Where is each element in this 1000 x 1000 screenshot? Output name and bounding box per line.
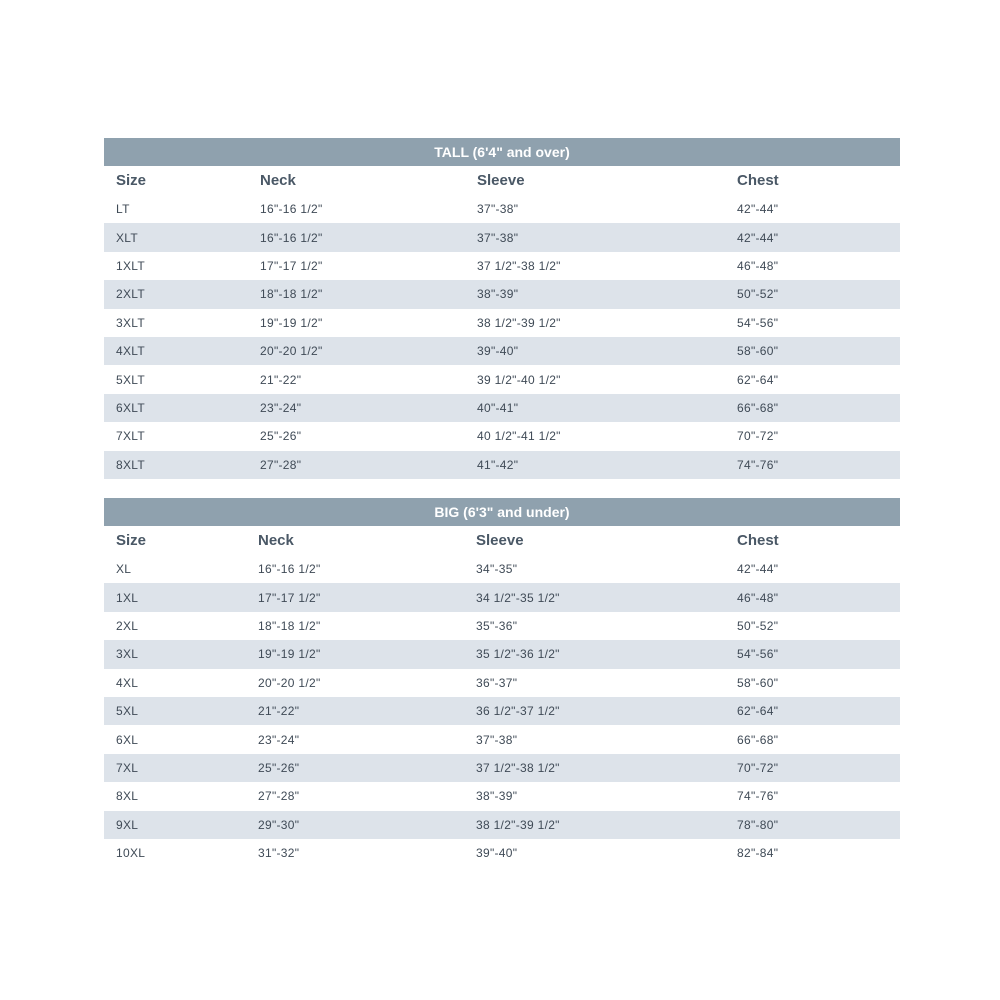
cell-neck: 27"-28" [258, 789, 300, 804]
table-row [104, 612, 900, 640]
cell-size: 3XLT [116, 315, 145, 330]
header-size: Size [116, 532, 147, 549]
header-chest: Chest [737, 172, 779, 189]
cell-neck: 31"-32" [258, 846, 300, 861]
cell-neck: 20"-20 1/2" [260, 344, 323, 359]
cell-chest: 66"-68" [737, 400, 779, 415]
cell-neck: 16"-16 1/2" [260, 230, 323, 245]
big-header-row [104, 526, 900, 555]
cell-size: 5XLT [116, 372, 145, 387]
cell-neck: 20"-20 1/2" [258, 675, 321, 690]
cell-sleeve: 36"-37" [476, 675, 518, 690]
cell-sleeve: 37"-38" [477, 202, 519, 217]
cell-sleeve: 34 1/2"-35 1/2" [476, 590, 560, 605]
cell-sleeve: 40 1/2"-41 1/2" [477, 429, 561, 444]
cell-neck: 27"-28" [260, 457, 302, 472]
cell-chest: 74"-76" [737, 789, 779, 804]
cell-size: 2XLT [116, 287, 145, 302]
table-row [104, 309, 900, 337]
cell-chest: 42"-44" [737, 202, 779, 217]
cell-chest: 58"-60" [737, 344, 779, 359]
cell-chest: 46"-48" [737, 258, 779, 273]
cell-size: 7XLT [116, 429, 145, 444]
table-row [104, 811, 900, 839]
cell-chest: 82"-84" [737, 846, 779, 861]
table-row [104, 422, 900, 450]
cell-chest: 66"-68" [737, 732, 779, 747]
cell-neck: 18"-18 1/2" [258, 618, 321, 633]
cell-neck: 17"-17 1/2" [258, 590, 321, 605]
cell-sleeve: 37 1/2"-38 1/2" [476, 760, 560, 775]
cell-sleeve: 38"-39" [476, 789, 518, 804]
table-row [104, 280, 900, 308]
cell-chest: 62"-64" [737, 704, 779, 719]
cell-size: 1XL [116, 590, 139, 605]
cell-size: 5XL [116, 704, 139, 719]
cell-chest: 54"-56" [737, 647, 779, 662]
cell-chest: 70"-72" [737, 760, 779, 775]
cell-size: 6XLT [116, 400, 145, 415]
table-row [104, 782, 900, 810]
cell-neck: 23"-24" [258, 732, 300, 747]
table-row [104, 555, 900, 583]
table-row [104, 839, 900, 867]
cell-neck: 25"-26" [260, 429, 302, 444]
cell-neck: 21"-22" [258, 704, 300, 719]
cell-neck: 21"-22" [260, 372, 302, 387]
cell-size: 2XL [116, 618, 139, 633]
table-row [104, 451, 900, 479]
cell-neck: 25"-26" [258, 760, 300, 775]
cell-sleeve: 37 1/2"-38 1/2" [477, 258, 561, 273]
cell-size: XL [116, 562, 132, 577]
table-row [104, 195, 900, 223]
cell-neck: 18"-18 1/2" [260, 287, 323, 302]
cell-neck: 19"-19 1/2" [260, 315, 323, 330]
cell-size: 7XL [116, 760, 139, 775]
tall-size-table [104, 138, 900, 479]
cell-sleeve: 37"-38" [476, 732, 518, 747]
cell-size: 9XL [116, 817, 139, 832]
big-size-table [104, 498, 900, 867]
cell-sleeve: 36 1/2"-37 1/2" [476, 704, 560, 719]
cell-sleeve: 35"-36" [476, 618, 518, 633]
cell-neck: 17"-17 1/2" [260, 258, 323, 273]
cell-size: 10XL [116, 846, 146, 861]
table-row [104, 394, 900, 422]
table-row [104, 640, 900, 668]
table-row [104, 337, 900, 365]
tall-header-row [104, 166, 900, 195]
table-row [104, 583, 900, 611]
cell-sleeve: 35 1/2"-36 1/2" [476, 647, 560, 662]
cell-size: LT [116, 202, 130, 217]
cell-sleeve: 38 1/2"-39 1/2" [476, 817, 560, 832]
table-row [104, 252, 900, 280]
cell-size: XLT [116, 230, 139, 245]
cell-chest: 42"-44" [737, 562, 779, 577]
cell-size: 4XL [116, 675, 139, 690]
cell-sleeve: 40"-41" [477, 400, 519, 415]
header-sleeve: Sleeve [476, 532, 524, 549]
cell-chest: 70"-72" [737, 429, 779, 444]
cell-chest: 54"-56" [737, 315, 779, 330]
cell-sleeve: 38"-39" [477, 287, 519, 302]
header-neck: Neck [260, 172, 296, 189]
cell-sleeve: 39"-40" [477, 344, 519, 359]
cell-chest: 62"-64" [737, 372, 779, 387]
cell-chest: 78"-80" [737, 817, 779, 832]
cell-chest: 46"-48" [737, 590, 779, 605]
cell-neck: 23"-24" [260, 400, 302, 415]
tall-table-title: TALL (6'4" and over) [104, 138, 900, 166]
table-row [104, 725, 900, 753]
table-row [104, 697, 900, 725]
cell-size: 1XLT [116, 258, 145, 273]
cell-chest: 74"-76" [737, 457, 779, 472]
cell-sleeve: 39 1/2"-40 1/2" [477, 372, 561, 387]
big-table-title: BIG (6'3" and under) [104, 498, 900, 526]
cell-size: 4XLT [116, 344, 145, 359]
header-chest: Chest [737, 532, 779, 549]
cell-neck: 19"-19 1/2" [258, 647, 321, 662]
cell-sleeve: 34"-35" [476, 562, 518, 577]
big-rows [104, 555, 900, 867]
header-size: Size [116, 172, 147, 189]
cell-neck: 16"-16 1/2" [258, 562, 321, 577]
header-sleeve: Sleeve [477, 172, 525, 189]
table-row [104, 669, 900, 697]
cell-chest: 50"-52" [737, 618, 779, 633]
cell-size: 8XLT [116, 457, 145, 472]
cell-size: 3XL [116, 647, 139, 662]
table-row [104, 365, 900, 393]
cell-sleeve: 37"-38" [477, 230, 519, 245]
cell-size: 6XL [116, 732, 139, 747]
table-row [104, 223, 900, 251]
cell-chest: 58"-60" [737, 675, 779, 690]
tall-rows [104, 195, 900, 479]
table-row [104, 754, 900, 782]
cell-chest: 50"-52" [737, 287, 779, 302]
cell-sleeve: 38 1/2"-39 1/2" [477, 315, 561, 330]
cell-chest: 42"-44" [737, 230, 779, 245]
cell-neck: 29"-30" [258, 817, 300, 832]
header-neck: Neck [258, 532, 294, 549]
cell-neck: 16"-16 1/2" [260, 202, 323, 217]
cell-sleeve: 39"-40" [476, 846, 518, 861]
cell-sleeve: 41"-42" [477, 457, 519, 472]
cell-size: 8XL [116, 789, 139, 804]
